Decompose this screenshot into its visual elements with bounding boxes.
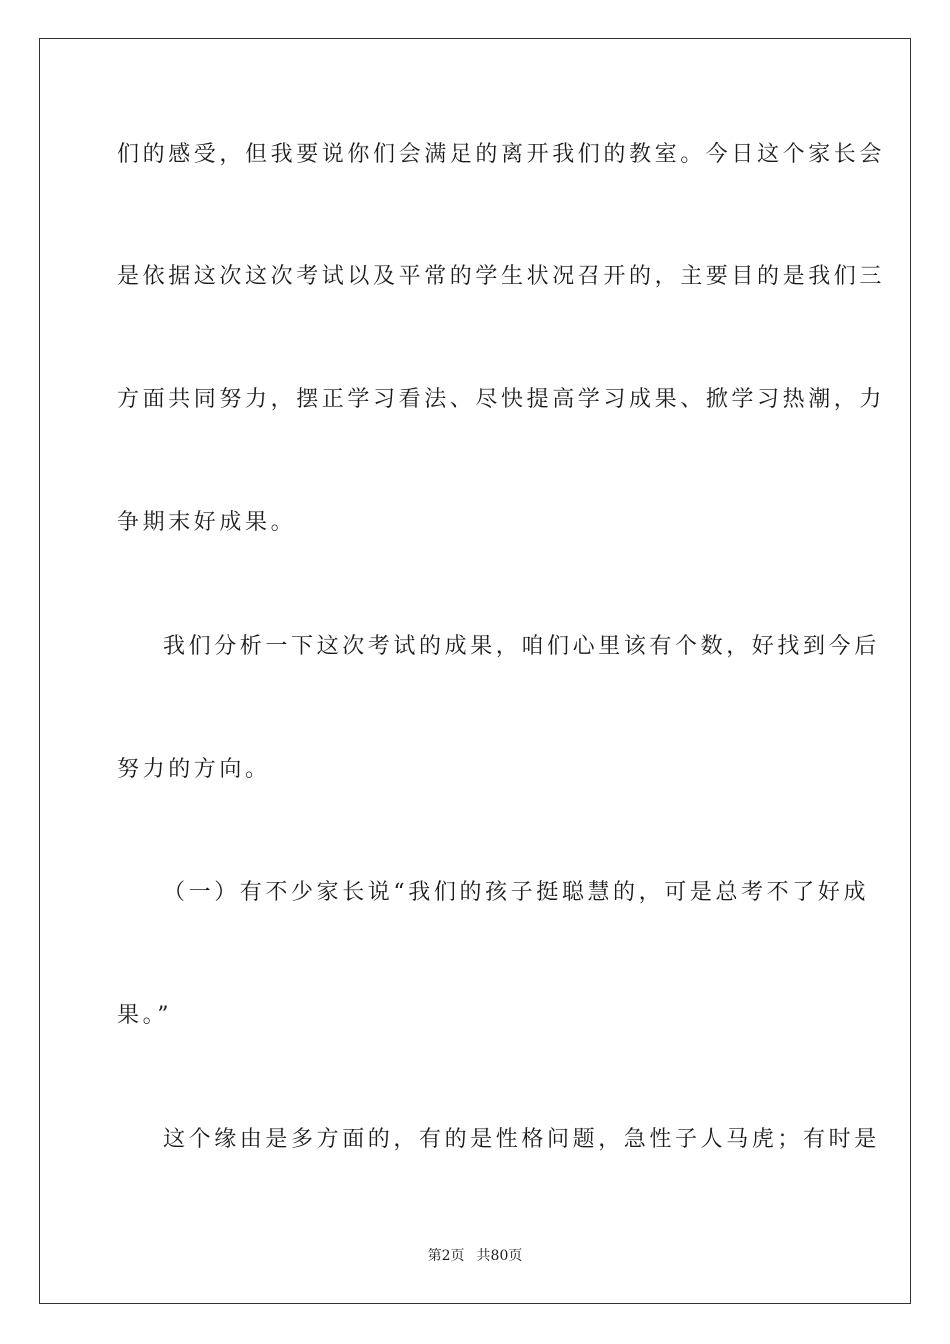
page-number: 第2页 (427, 1248, 465, 1264)
text-line: 我们分析一下这次考试的成果，咱们心里该有个数，好找到今后 (163, 634, 880, 659)
page-total: 共80页 (476, 1248, 523, 1264)
page-border (39, 38, 911, 1304)
text-line: 果。” (117, 1003, 173, 1028)
text-line: 方面共同努力，摆正学习看法、尽快提高学习成果、掀学习热潮，力 (117, 387, 886, 412)
text-line: 是依据这次这次考试以及平常的学生状况召开的，主要目的是我们三 (117, 264, 886, 289)
text-line: 努力的方向。 (117, 757, 271, 782)
page-footer (0, 1247, 950, 1265)
text-line: （一）有不少家长说“我们的孩子挺聪慧的，可是总考不了好成 (163, 880, 870, 905)
text-line: 们的感受，但我要说你们会满足的离开我们的教室。今日这个家长会 (117, 142, 886, 167)
text-line: 这个缘由是多方面的，有的是性格问题，急性子人马虎；有时是 (163, 1127, 880, 1152)
text-line: 争期末好成果。 (117, 510, 297, 535)
